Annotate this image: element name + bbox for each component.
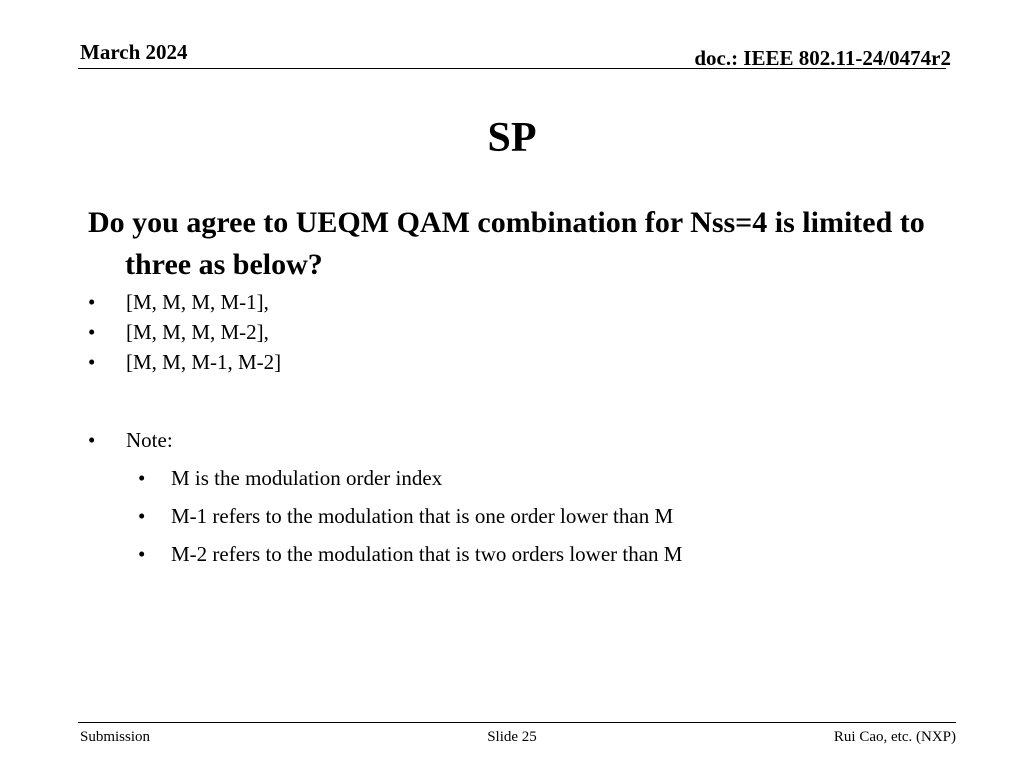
bullet-icon: • xyxy=(88,428,96,452)
bullet-icon: • xyxy=(138,504,146,528)
footer-author: Rui Cao, etc. (NXP) xyxy=(833,729,956,745)
slide-title: SP xyxy=(487,115,537,161)
footer-slide-number: Slide 25 xyxy=(487,729,537,745)
header-divider xyxy=(78,68,946,69)
header-date: March 2024 xyxy=(80,40,188,64)
question-text: Do you agree to UEQM QAM combination for Nss=4 is limited to three as below? xyxy=(88,206,925,281)
note-subitem-text: M-1 refers to the modulation that is one order lower than M xyxy=(171,504,674,528)
bullet-icon: • xyxy=(88,320,96,344)
bullet-icon: • xyxy=(138,542,146,566)
combination-text: [M, M, M, M-1], xyxy=(126,290,269,314)
bullet-icon: • xyxy=(88,350,96,374)
note-subitem-text: M is the modulation order index xyxy=(171,466,443,490)
header-doc-id: doc.: IEEE 802.11-24/0474r2 xyxy=(694,46,951,70)
footer-submission: Submission xyxy=(80,729,151,745)
footer-divider xyxy=(78,722,956,723)
combination-text: [M, M, M, M-2], xyxy=(126,320,269,344)
bullet-icon: • xyxy=(88,290,96,314)
note-label: Note: xyxy=(126,428,173,452)
combination-text: [M, M, M-1, M-2] xyxy=(126,350,282,374)
bullet-icon: • xyxy=(138,466,146,490)
note-subitem-text: M-2 refers to the modulation that is two orders lower than M xyxy=(171,542,683,566)
